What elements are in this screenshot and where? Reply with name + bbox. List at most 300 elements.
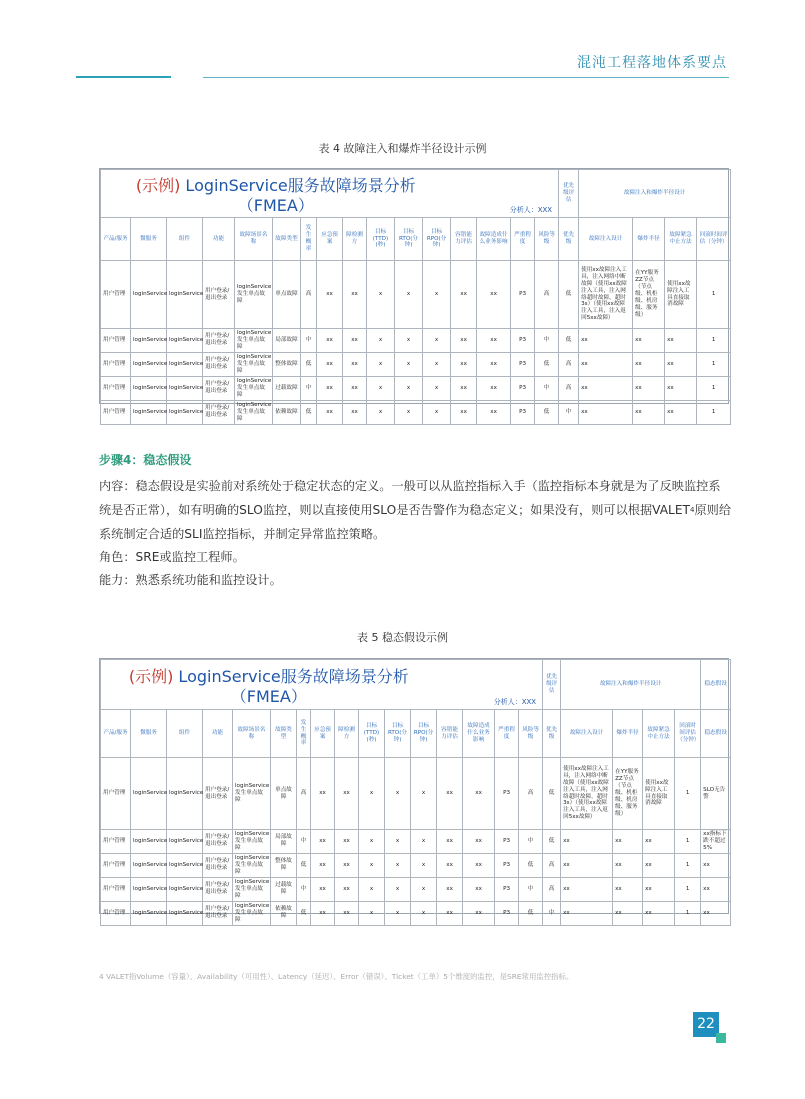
table-cell: x <box>423 376 451 400</box>
table-cell: loginService发生单点故障 <box>235 329 273 353</box>
table-cell: x <box>423 261 451 329</box>
table-cell: 高 <box>297 758 311 830</box>
table-cell: 高 <box>519 758 543 830</box>
table-cell: xx <box>477 261 511 329</box>
table-cell: xx <box>665 352 697 376</box>
table-cell: P3 <box>495 877 519 901</box>
table-cell: xx <box>665 376 697 400</box>
table-row <box>101 352 731 376</box>
table-cell: xx <box>463 830 495 854</box>
table-cell: x <box>411 830 437 854</box>
table-cell: xx <box>463 901 495 925</box>
table-cell: 用户管理 <box>101 261 131 329</box>
column-header: 优先级 <box>559 218 579 261</box>
table-cell: xx <box>633 352 665 376</box>
table-cell: loginService <box>131 853 167 877</box>
table-cell: 高 <box>559 352 579 376</box>
table-cell: 低 <box>519 853 543 877</box>
column-header: 风险等级 <box>535 218 559 261</box>
table-cell: 用户登录/退出登录 <box>203 329 235 353</box>
table-cell: 高 <box>543 853 561 877</box>
column-header: 爆炸半径 <box>633 218 665 261</box>
column-header: 稳态假设 <box>701 710 731 758</box>
fault-injection-group-header: 故障注入和爆炸半径设计 <box>579 170 731 218</box>
table-cell: xx <box>317 400 343 424</box>
table-cell: xx <box>701 877 731 901</box>
table-cell: 中 <box>559 400 579 424</box>
column-header: 障检测方 <box>335 710 359 758</box>
table-cell: 用户登录/退出登录 <box>203 830 233 854</box>
table-cell: xx <box>335 901 359 925</box>
table-cell: loginService <box>167 853 203 877</box>
footnote-text: VALET指Volume（容量）、Availability（可用性）、Latency（延迟）、Error（错误）、Ticket（工单）5个维度的监控，是SRE常用监控指标。 <box>106 972 574 981</box>
table-cell: 用户管理 <box>101 830 131 854</box>
table-cell: 中 <box>301 376 317 400</box>
table-cell: 用户登录/退出登录 <box>203 901 233 925</box>
header-accent-line <box>76 76 171 78</box>
table-cell: x <box>395 352 423 376</box>
table-cell: 用户登录/退出登录 <box>203 352 235 376</box>
column-header: 故障类型 <box>271 710 297 758</box>
table-cell: 中 <box>543 901 561 925</box>
fmea-analyst: 分析人：XXX <box>451 170 559 218</box>
table-cell: 用户管理 <box>101 758 131 830</box>
table-cell: P3 <box>511 261 535 329</box>
column-header: 爆炸半径 <box>613 710 643 758</box>
table-cell: 用户登录/退出登录 <box>203 758 233 830</box>
table-cell: 单点故障 <box>273 261 301 329</box>
table-cell: loginService <box>167 901 203 925</box>
column-header: 容错能力评估 <box>451 218 477 261</box>
fmea-title-main: LoginService服务故障场景分析（FMEA） <box>173 667 409 706</box>
table-cell: 用户管理 <box>101 901 131 925</box>
step4-ability: 能力：熟悉系统功能和监控设计。 <box>99 573 282 587</box>
table-cell: xx <box>463 853 495 877</box>
table-cell: 中 <box>301 329 317 353</box>
table-cell: x <box>367 400 395 424</box>
table-cell: loginService <box>167 329 203 353</box>
table-cell: xx <box>613 877 643 901</box>
table-cell: loginService发生单点故障 <box>235 400 273 424</box>
table-cell: P3 <box>495 901 519 925</box>
table-cell: xx <box>579 376 633 400</box>
table-cell: 1 <box>675 901 701 925</box>
table-cell: xx <box>613 901 643 925</box>
table-cell: x <box>411 901 437 925</box>
fmea-title <box>101 170 451 218</box>
table-cell: loginService <box>167 400 203 424</box>
table-cell: 低 <box>519 901 543 925</box>
column-header: 故障场景名称 <box>235 218 273 261</box>
table-cell: xx <box>613 853 643 877</box>
column-header: 故障场景名称 <box>233 710 271 758</box>
table4-caption: 表 4 故障注入和爆炸半径设计示例 <box>318 142 487 155</box>
table-cell: x <box>367 352 395 376</box>
table-cell: 1 <box>675 877 701 901</box>
table-cell: 1 <box>697 400 731 424</box>
table-cell: 1 <box>675 830 701 854</box>
running-header-title: 混沌工程落地体系要点 <box>577 55 727 71</box>
column-header: 故障紧急中止方法 <box>643 710 675 758</box>
column-header: 功能 <box>203 218 235 261</box>
fmea-title-prefix: (示例) <box>135 176 181 195</box>
table-cell: xx <box>343 329 367 353</box>
table-cell: xx <box>451 352 477 376</box>
table-cell: x <box>411 877 437 901</box>
table-cell: x <box>385 830 411 854</box>
table-cell: loginService发生单点故障 <box>233 901 271 925</box>
table-cell: 中 <box>535 376 559 400</box>
table-cell: x <box>359 853 385 877</box>
table-cell: x <box>395 376 423 400</box>
table-row <box>101 261 731 329</box>
table-cell: 1 <box>697 261 731 329</box>
table-cell: xx <box>665 329 697 353</box>
table-cell: P3 <box>495 830 519 854</box>
footnote-mark: 4 <box>99 972 104 981</box>
table5-fmea <box>99 658 729 923</box>
table-cell: P3 <box>511 352 535 376</box>
column-header: 应急预案 <box>317 218 343 261</box>
table-cell: xx <box>311 901 335 925</box>
table-cell: xx <box>579 400 633 424</box>
step4-title: 步骤4：稳态假设 <box>99 453 192 467</box>
column-header: 目标RPO(分钟) <box>411 710 437 758</box>
table-cell: xx <box>335 853 359 877</box>
table-cell: x <box>367 376 395 400</box>
table-cell: xx <box>311 877 335 901</box>
table-cell: x <box>359 758 385 830</box>
table-cell: xx <box>477 376 511 400</box>
table-cell: 1 <box>675 853 701 877</box>
column-header: 微服务 <box>131 710 167 758</box>
table-row <box>101 901 731 925</box>
table-cell: xx <box>451 261 477 329</box>
table-cell: xx <box>463 758 495 830</box>
table-cell: xx <box>317 261 343 329</box>
table-cell: 高 <box>301 261 317 329</box>
table-cell: 依赖故障 <box>273 400 301 424</box>
table-cell: x <box>423 329 451 353</box>
table-cell: xx <box>643 877 675 901</box>
column-header: 故障造成什么业务影响 <box>463 710 495 758</box>
fmea-title <box>101 660 437 710</box>
table-cell: 中 <box>297 877 311 901</box>
table-cell: 用户登录/退出登录 <box>203 376 235 400</box>
table-cell: loginService发生单点故障 <box>233 830 271 854</box>
table-cell: loginService <box>131 877 167 901</box>
table-cell: 高 <box>543 877 561 901</box>
table-cell: P3 <box>511 376 535 400</box>
table-cell: xx <box>311 853 335 877</box>
table-cell: loginService <box>167 758 203 830</box>
fmea-title-main: LoginService服务故障场景分析（FMEA） <box>180 176 416 215</box>
column-header: 故障造成什么业务影响 <box>477 218 511 261</box>
table-cell: 局部故障 <box>271 830 297 854</box>
table-cell: xx <box>437 830 463 854</box>
table-cell: 使用xx故障注入工具直接取消故障 <box>643 758 675 830</box>
table-cell: 1 <box>697 352 731 376</box>
column-header: 产品/服务 <box>101 218 131 261</box>
step4-role: 角色：SRE或监控工程师。 <box>99 550 245 564</box>
content-text-cont: 原则给系统制定合适的SLI监控指标，并制定异常监控策略。 <box>99 503 732 541</box>
table-cell: xx <box>335 758 359 830</box>
table-cell: 用户管理 <box>101 877 131 901</box>
fault-injection-group-header: 故障注入和爆炸半径设计 <box>561 660 701 710</box>
table-cell: x <box>395 329 423 353</box>
table-cell: loginService发生单点故障 <box>235 261 273 329</box>
page-number-accent <box>716 1033 726 1043</box>
table-cell: x <box>367 261 395 329</box>
table-cell: 用户管理 <box>101 376 131 400</box>
table-cell: xx <box>633 400 665 424</box>
table-cell: xx <box>317 329 343 353</box>
table-cell: 使用xx故障注入工具，注入网络中断故障（使用xx故障注入工具，注入网络超时故障，超时3s）（使用xx故障注入工具，注入返回5xx故障） <box>561 758 613 830</box>
table-cell: 局部故障 <box>273 329 301 353</box>
table-cell: loginService <box>167 352 203 376</box>
column-header: 组件 <box>167 710 203 758</box>
table-cell: x <box>395 400 423 424</box>
table-cell: 使用xx故障注入工具，注入网络中断故障（使用xx故障注入工具，注入网络超时故障，超时3s）（使用xx故障注入工具，注入返回5xx故障） <box>579 261 633 329</box>
table-cell: P3 <box>495 758 519 830</box>
table-cell: loginService发生单点故障 <box>233 877 271 901</box>
table-cell: 用户登录/退出登录 <box>203 853 233 877</box>
table-row <box>101 830 731 854</box>
steady-state-group-header: 稳态假设 <box>701 660 731 710</box>
table-cell: x <box>385 877 411 901</box>
table-cell: 单点故障 <box>271 758 297 830</box>
table-cell: 用户登录/退出登录 <box>203 400 235 424</box>
table-cell: x <box>385 758 411 830</box>
table-cell: x <box>385 901 411 925</box>
table-cell: loginService发生单点故障 <box>233 758 271 830</box>
table-cell: xx <box>701 901 731 925</box>
table-cell: xx <box>701 853 731 877</box>
header-rule <box>203 77 729 78</box>
table-cell: 在YY服务ZZ节点（节点级、机柜级、机房级、服务级） <box>633 261 665 329</box>
column-header: 优先级 <box>543 710 561 758</box>
table-cell: xx指标下跌不超过5% <box>701 830 731 854</box>
table-cell: loginService <box>131 261 167 329</box>
table-cell: 低 <box>297 901 311 925</box>
table5-caption: 表 5 稳态假设示例 <box>357 631 448 644</box>
table4-fmea <box>99 168 729 422</box>
table-cell: x <box>359 901 385 925</box>
table-cell: 低 <box>535 352 559 376</box>
table-cell: loginService发生单点故障 <box>235 352 273 376</box>
table-cell: 低 <box>543 830 561 854</box>
column-header: 目标(TTD)(秒) <box>359 710 385 758</box>
table-cell: loginService <box>131 901 167 925</box>
table-cell: xx <box>451 400 477 424</box>
table-cell: P3 <box>511 329 535 353</box>
table-cell: xx <box>343 400 367 424</box>
table-cell: 低 <box>301 400 317 424</box>
table-cell: xx <box>317 352 343 376</box>
table-cell: loginService发生单点故障 <box>233 853 271 877</box>
table-cell: 1 <box>697 329 731 353</box>
table-cell: x <box>411 853 437 877</box>
table-cell: 过载故障 <box>271 877 297 901</box>
table-row <box>101 329 731 353</box>
table-cell: 1 <box>675 758 701 830</box>
table-cell: xx <box>561 830 613 854</box>
table-cell: x <box>385 853 411 877</box>
table-cell: xx <box>437 853 463 877</box>
table-cell: xx <box>335 877 359 901</box>
table-cell: 用户登录/退出登录 <box>203 877 233 901</box>
fmea-title-prefix: (示例) <box>128 667 174 686</box>
table-cell: x <box>423 352 451 376</box>
table-row <box>101 853 731 877</box>
table-cell: xx <box>477 352 511 376</box>
table-cell: 用户管理 <box>101 400 131 424</box>
table-cell: xx <box>643 901 675 925</box>
table-cell: loginService <box>167 261 203 329</box>
column-header: 目标RTO(分钟) <box>385 710 411 758</box>
priority-eval-header: 优先级评估 <box>559 170 579 218</box>
table-cell: 低 <box>535 400 559 424</box>
table-cell: loginService <box>131 352 167 376</box>
table-cell: xx <box>579 352 633 376</box>
table-cell: 高 <box>559 376 579 400</box>
footnote-ref: 4 <box>689 506 695 514</box>
table-cell: xx <box>633 376 665 400</box>
table-cell: SLO无告警 <box>701 758 731 830</box>
column-header: 严重程度 <box>495 710 519 758</box>
table-cell: x <box>411 758 437 830</box>
table-cell: xx <box>477 400 511 424</box>
table-cell: 低 <box>301 352 317 376</box>
table-cell: xx <box>633 329 665 353</box>
table-cell: 低 <box>543 758 561 830</box>
table-cell: xx <box>579 329 633 353</box>
table-cell: xx <box>317 376 343 400</box>
table-cell: x <box>395 261 423 329</box>
table-cell: xx <box>477 329 511 353</box>
table-cell: x <box>359 830 385 854</box>
table-cell: xx <box>643 830 675 854</box>
table-cell: 用户管理 <box>101 853 131 877</box>
step4-content <box>99 474 731 546</box>
table-cell: 使用xx故障注入工具直接取消故障 <box>665 261 697 329</box>
table-cell: loginService <box>131 830 167 854</box>
content-text: 内容：稳态假设是实验前对系统处于稳定状态的定义。一般可以从监控指标入手（监控指标本身就是为了反映监控系统是否正常），如有明确的SLO监控，则以直接使用SLO是否告警作为稳态定义；如果没有，则可以根据VALET <box>99 479 721 517</box>
column-header: 目标RPO(分钟) <box>423 218 451 261</box>
column-header: 故障紧急中止方法 <box>665 218 697 261</box>
table-cell: xx <box>437 901 463 925</box>
table-cell: 过载故障 <box>273 376 301 400</box>
table-cell: xx <box>451 376 477 400</box>
table-cell: xx <box>343 261 367 329</box>
table-cell: xx <box>643 853 675 877</box>
table-cell: loginService <box>131 329 167 353</box>
column-header: 发生概率 <box>297 710 311 758</box>
table-row <box>101 400 731 424</box>
footnote <box>99 971 739 982</box>
column-header: 严重程度 <box>511 218 535 261</box>
table4-grid <box>100 169 731 425</box>
table-row <box>101 376 731 400</box>
table-cell: 中 <box>535 329 559 353</box>
table-cell: 整体故障 <box>271 853 297 877</box>
table-cell: loginService <box>167 376 203 400</box>
table-cell: xx <box>561 901 613 925</box>
column-header: 组件 <box>167 218 203 261</box>
priority-eval-header: 优先级评估 <box>543 660 561 710</box>
column-header: 微服务 <box>131 218 167 261</box>
table-cell: 在YY服务ZZ节点（节点级、机柜级、机房级、服务级） <box>613 758 643 830</box>
table-cell: 中 <box>297 830 311 854</box>
table-row <box>101 877 731 901</box>
table-cell: xx <box>437 877 463 901</box>
table-cell: x <box>423 400 451 424</box>
table-cell: 用户登录/退出登录 <box>203 261 235 329</box>
table-cell: 1 <box>697 376 731 400</box>
table-cell: x <box>359 877 385 901</box>
table5-grid <box>100 659 731 926</box>
table-cell: xx <box>311 758 335 830</box>
table-cell: xx <box>665 400 697 424</box>
table-cell: xx <box>561 877 613 901</box>
table-cell: xx <box>343 376 367 400</box>
table-row <box>101 758 731 830</box>
table-cell: P3 <box>495 853 519 877</box>
column-header: 应急预案 <box>311 710 335 758</box>
column-header: 目标(TTD)(秒) <box>367 218 395 261</box>
fmea-analyst: 分析人：XXX <box>437 660 543 710</box>
table-cell: xx <box>613 830 643 854</box>
table-cell: 低 <box>559 329 579 353</box>
table-cell: 依赖故障 <box>271 901 297 925</box>
table-cell: loginService <box>167 877 203 901</box>
column-header: 回滚时间评估（分钟） <box>675 710 701 758</box>
table-cell: xx <box>311 830 335 854</box>
column-header: 产品/服务 <box>101 710 131 758</box>
table-cell: loginService发生单点故障 <box>235 376 273 400</box>
table-cell: loginService <box>167 830 203 854</box>
table-cell: loginService <box>131 376 167 400</box>
table-cell: xx <box>343 352 367 376</box>
column-header: 障检测方 <box>343 218 367 261</box>
column-header: 目标RTO(分钟) <box>395 218 423 261</box>
column-header: 故障类型 <box>273 218 301 261</box>
table-cell: 低 <box>559 261 579 329</box>
table-cell: 低 <box>297 853 311 877</box>
column-header: 功能 <box>203 710 233 758</box>
column-header: 故障注入设计 <box>579 218 633 261</box>
table-cell: xx <box>561 853 613 877</box>
column-header: 发生概率 <box>301 218 317 261</box>
table-cell: xx <box>335 830 359 854</box>
table-cell: xx <box>437 758 463 830</box>
column-header: 容错能力评估 <box>437 710 463 758</box>
table-cell: 用户管理 <box>101 352 131 376</box>
column-header: 故障注入设计 <box>561 710 613 758</box>
column-header: 回滚时间评估（分钟） <box>697 218 731 261</box>
column-header: 风险等级 <box>519 710 543 758</box>
table-cell: P3 <box>511 400 535 424</box>
table-cell: 整体故障 <box>273 352 301 376</box>
table-cell: x <box>367 329 395 353</box>
table-cell: loginService <box>131 400 167 424</box>
table-cell: 用户管理 <box>101 329 131 353</box>
table-cell: loginService <box>131 758 167 830</box>
table-cell: 中 <box>519 830 543 854</box>
table-cell: 中 <box>519 877 543 901</box>
table-cell: xx <box>463 877 495 901</box>
table-cell: 高 <box>535 261 559 329</box>
